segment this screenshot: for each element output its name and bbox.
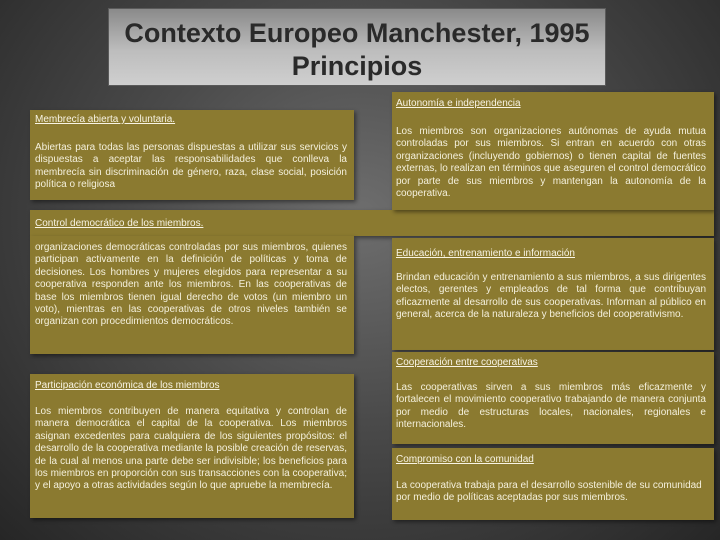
body-control: organizaciones democráticas controladas por sus miembros, quienes participan activamente en la definición de políticas y toma de decisiones. Los hombres y mujeres elegidos para representar a su cooperativa responden ante los miembros. En las cooperativas de base los miembros tienen igual derecho de votos (un miembro un voto), mientras en las cooperativas de otros niveles también se organizan con procedimientos democráticos.	[35, 242, 347, 328]
panel-control-body	[30, 236, 354, 354]
panel-membresia	[30, 110, 354, 200]
heading-educacion: Educación, entrenamiento e información	[396, 248, 575, 259]
slide-title: Contexto Europeo Manchester, 1995	[124, 18, 590, 48]
body-participacion: Los miembros contribuyen de manera equitativa y controlan de manera democrática el capital de la cooperativa. Los miembros asignan excedentes para cualquiera de los siguientes propósitos: el desarrollo de la cooperativa mediante la posible creación de reservas, de la cual al menos una parte debe ser indivisible; los beneficios para los miembros en proporción con sus transacciones con la cooperativa; y el apoyo a otras actividades según lo que apruebe la membrecía.	[35, 406, 347, 492]
body-educacion: Brindan educación y entrenamiento a sus miembros, a sus dirigentes electos, gerentes y empleados de tal forma que contribuyan eficazmente al desarrollo de sus cooperativas. Informan al público en general, acerca de la naturaleza y beneficios del cooperativismo.	[396, 272, 706, 321]
slide-subtitle: Principios	[291, 51, 423, 81]
panel-educacion	[392, 238, 714, 350]
heading-membresia: Membrecía abierta y voluntaria.	[35, 114, 176, 125]
heading-cooperacion: Cooperación entre cooperativas	[396, 357, 538, 368]
body-membresia: Abiertas para todas las personas dispuestas a utilizar sus servicios y dispuestas a aceptar las responsabilidades que conlleva la membrecía sin discriminación de género, raza, clase social, posición política o religiosa	[35, 142, 347, 191]
body-compromiso: La cooperativa trabaja para el desarrollo sostenible de su comunidad por medio de políticas aceptadas por sus miembros.	[396, 480, 702, 504]
panel-compromiso	[392, 448, 714, 520]
heading-autonomia: Autonomía e independencia	[396, 98, 521, 109]
heading-control: Control democrático de los miembros.	[35, 218, 204, 229]
body-autonomia: Los miembros son organizaciones autónomas de ayuda mutua controladas por sus miembros. Si entran en acuerdo con otras organizaciones (incluyendo gobiernos) o tienen capital de fuentes externas, lo realizan en términos que aseguren el control democrático por parte de sus miembros y mantengan la autonomía de la cooperativa.	[396, 126, 706, 200]
panel-control-heading	[30, 210, 714, 236]
title-box	[108, 8, 606, 86]
heading-participacion: Participación económica de los miembros	[35, 380, 220, 391]
heading-compromiso: Compromiso con la comunidad	[396, 454, 534, 465]
panel-autonomia	[392, 92, 714, 210]
panel-participacion	[30, 374, 354, 518]
body-cooperacion: Las cooperativas sirven a sus miembros más eficazmente y fortalecen el movimiento cooperativo trabajando de manera conjunta por medio de estructuras locales, nacionales, regionales e internacionales.	[396, 382, 706, 431]
panel-cooperacion	[392, 352, 714, 444]
